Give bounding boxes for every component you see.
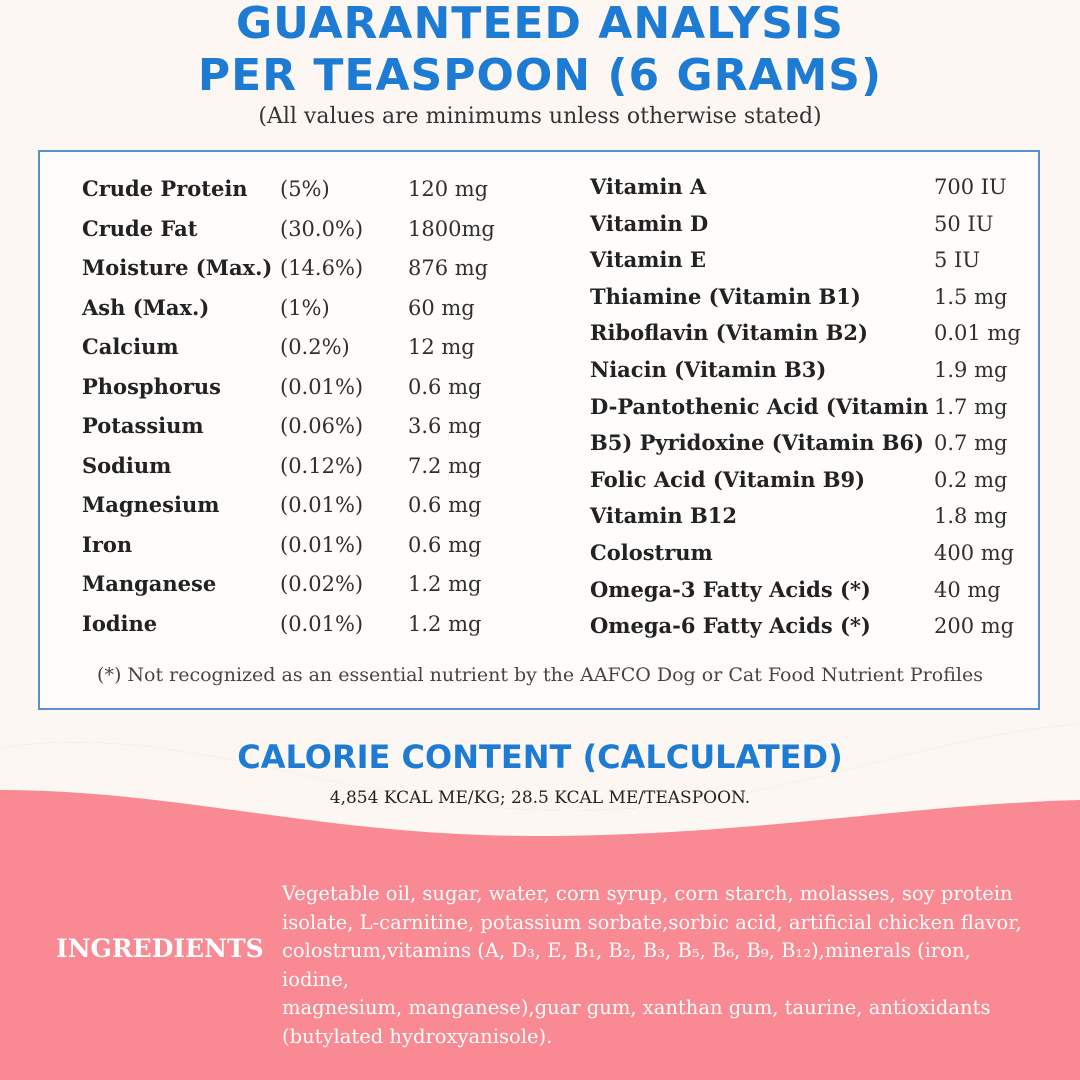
- nutrient-name: Manganese: [82, 571, 217, 596]
- nutrient-value: 12 mg: [408, 335, 475, 359]
- nutrient-percent: (0.01%): [280, 611, 364, 636]
- nutrient-value: 120 mg: [408, 177, 489, 201]
- vitamin-value: 0.01 mg: [934, 321, 1021, 346]
- nutrient-name: Magnesium: [82, 492, 220, 517]
- nutrient-percent: (0.01%): [280, 493, 364, 517]
- nutrient-percent: (0.02%): [280, 572, 364, 596]
- vitamin-value: 1.5 mg: [934, 284, 1008, 309]
- nutrient-percent: (1%): [280, 295, 330, 320]
- vitamin-value: 0.2 mg: [934, 467, 1008, 492]
- ingredients-label: INGREDIENTS: [56, 934, 264, 963]
- vitamin-name: Vitamin B12: [590, 503, 737, 529]
- calorie-title: CALORIE CONTENT (CALCULATED): [237, 738, 843, 776]
- ingredients-line: (butylated hydroxyanisole).: [282, 1024, 553, 1048]
- ingredients-text: [282, 880, 1042, 1051]
- nutrient-name: Iron: [82, 531, 133, 557]
- nutrient-name: Ash (Max.): [82, 294, 210, 320]
- nutrient-name: Crude Protein: [82, 176, 248, 201]
- nutrient-percent: (5%): [280, 177, 330, 201]
- nutrient-percent: (30.0%): [280, 216, 364, 241]
- nutrient-name: Crude Fat: [82, 215, 198, 241]
- title-line-2: PER TEASPOON (6 GRAMS): [197, 50, 883, 101]
- vitamin-name: Vitamin D: [590, 210, 709, 236]
- vitamin-value: 40 mg: [934, 577, 1001, 602]
- nutrient-percent: (0.01%): [280, 532, 364, 557]
- nutrient-percent: (14.6%): [280, 256, 364, 280]
- vitamin-value: 5 IU: [934, 248, 981, 273]
- nutrient-name: Sodium: [82, 452, 172, 478]
- vitamin-value: 50 IU: [934, 211, 994, 236]
- vitamin-name: Colostrum: [590, 540, 713, 565]
- vitamin-name: Riboflavin (Vitamin B2): [590, 320, 868, 346]
- nutrient-value: 0.6 mg: [408, 493, 482, 517]
- vitamin-name: Vitamin A: [590, 174, 707, 199]
- subtitle: (All values are minimums unless otherwise stated): [258, 104, 822, 129]
- ingredients-line: magnesium, manganese),guar gum, xanthan gum, taurine, antioxidants: [282, 996, 991, 1019]
- vitamin-name: D-Pantothenic Acid (Vitamin: [590, 393, 929, 419]
- nutrient-name: Moisture (Max.): [82, 255, 273, 280]
- nutrient-name: Calcium: [82, 334, 179, 359]
- footnote: (*) Not recognized as an essential nutrient by the AAFCO Dog or Cat Food Nutrient Profiles: [97, 664, 983, 686]
- nutrient-name: Potassium: [82, 413, 204, 438]
- calorie-text: 4,854 KCAL ME/KG; 28.5 KCAL ME/TEASPOON.: [329, 788, 751, 808]
- ingredients-line: colostrum,vitamins (A, D₃, E, B₁, B₂, B₃, B₅, B₆, B₉, B₁₂),minerals (iron, iodine,: [282, 939, 971, 991]
- vitamin-value: 700 IU: [934, 175, 1007, 199]
- vitamin-value: 400 mg: [934, 541, 1015, 565]
- vitamin-name: Niacin (Vitamin B3): [590, 357, 827, 382]
- nutrient-value: 60 mg: [408, 295, 475, 320]
- nutrient-value: 1.2 mg: [408, 611, 482, 636]
- ingredients-line: isolate, L-carnitine, potassium sorbate,sorbic acid, artificial chicken flavor,: [282, 910, 1022, 934]
- vitamin-value: 0.7 mg: [934, 431, 1008, 456]
- vitamin-value: 1.8 mg: [934, 504, 1008, 529]
- nutrient-percent: (0.01%): [280, 374, 364, 399]
- nutrient-percent: (0.06%): [280, 414, 364, 438]
- nutrient-value: 0.6 mg: [408, 532, 482, 557]
- nutrient-percent: (0.12%): [280, 453, 364, 478]
- vitamin-name: Omega-3 Fatty Acids (*): [590, 576, 871, 602]
- nutrient-value: 7.2 mg: [408, 453, 482, 478]
- nutrient-value: 876 mg: [408, 256, 489, 280]
- nutrient-percent: (0.2%): [280, 335, 350, 359]
- vitamin-name: B5) Pyridoxine (Vitamin B6): [590, 430, 924, 456]
- nutrient-value: 3.6 mg: [408, 414, 482, 438]
- nutrient-value: 1.2 mg: [408, 572, 482, 596]
- vitamin-value: 200 mg: [934, 614, 1015, 639]
- nutrient-name: Phosphorus: [82, 373, 222, 399]
- title-line-1: GUARANTEED ANALYSIS: [236, 0, 844, 49]
- ingredients-line: Vegetable oil, sugar, water, corn syrup, corn starch, molasses, soy protein: [282, 882, 1013, 905]
- vitamin-value: 1.9 mg: [934, 358, 1008, 382]
- nutrient-name: Iodine: [82, 610, 158, 636]
- vitamin-name: Thiamine (Vitamin B1): [590, 283, 861, 309]
- vitamin-name: Folic Acid (Vitamin B9): [590, 466, 866, 492]
- vitamin-name: Vitamin E: [590, 247, 706, 273]
- vitamin-name: Omega-6 Fatty Acids (*): [590, 613, 871, 639]
- nutrient-value: 1800mg: [408, 216, 495, 241]
- vitamin-value: 1.7 mg: [934, 394, 1008, 419]
- nutrient-value: 0.6 mg: [408, 374, 482, 399]
